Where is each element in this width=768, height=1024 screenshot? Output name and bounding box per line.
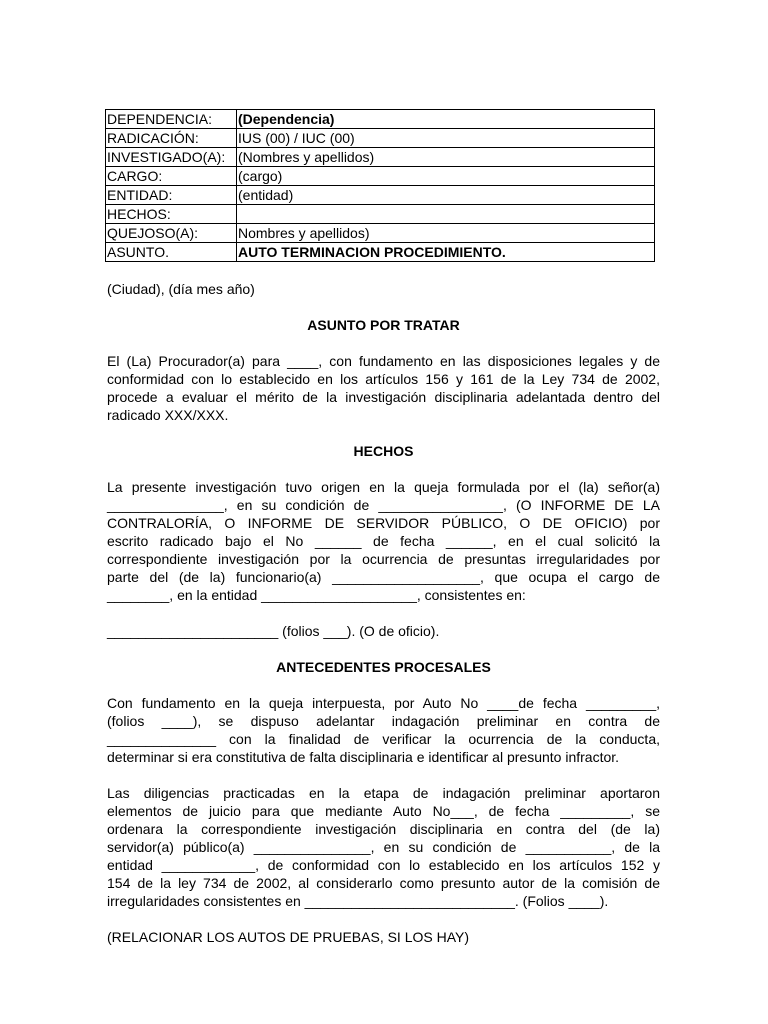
row-value-entidad: (entidad) bbox=[237, 186, 655, 205]
row-value-investigado: (Nombres y apellidos) bbox=[237, 148, 655, 167]
folios-line: ______________________ (folios ___). (O de oficio). bbox=[107, 623, 440, 639]
text-line: servidor(a) público(a) _______________, en su condición de ___________, de la bbox=[107, 839, 660, 855]
note-relacionar-autos: (RELACIONAR LOS AUTOS DE PRUEBAS, SI LOS HAY) bbox=[107, 929, 470, 945]
heading-hechos: HECHOS bbox=[353, 443, 414, 459]
heading-asunto: ASUNTO POR TRATAR bbox=[307, 317, 460, 333]
text-line: parte del (de la) funcionario(a) ___________________, que ocupa el cargo de bbox=[107, 569, 660, 585]
text-line: elementos de juicio para que mediante Auto No___, de fecha _________, se bbox=[107, 803, 660, 819]
row-label-asunto: ASUNTO. bbox=[106, 243, 237, 262]
table-row bbox=[106, 186, 655, 205]
row-value-asunto: AUTO TERMINACION PROCEDIMIENTO. bbox=[237, 243, 655, 262]
text-line: Con fundamento en la queja interpuesta, por Auto No ____de fecha _________, bbox=[107, 695, 660, 711]
text-line: conformidad con lo establecido en los artículos 156 y 161 de la Ley 734 de 2002, bbox=[107, 371, 660, 387]
text-line: CONTRALORÍA, O INFORME DE SERVIDOR PÚBLICO, O DE OFICIO) por bbox=[107, 515, 660, 531]
paragraph-antecedentes-2 bbox=[107, 784, 660, 910]
row-value-cargo: (cargo) bbox=[237, 167, 655, 186]
text-line: _______________, en su condición de ________________, (O INFORME DE LA bbox=[107, 497, 660, 513]
document-body bbox=[107, 280, 660, 946]
text-line: entidad ____________, de conformidad con lo establecido en los artículos 152 y bbox=[107, 857, 660, 873]
table-row bbox=[106, 167, 655, 186]
table-row bbox=[106, 205, 655, 224]
date-line: (Ciudad), (día mes año) bbox=[107, 281, 255, 297]
text-line: procede a evaluar el mérito de la investigación disciplinaria adelantada dentro del bbox=[107, 389, 660, 405]
row-label-hechos: HECHOS: bbox=[106, 205, 237, 224]
table-row bbox=[106, 224, 655, 243]
row-label-investigado: INVESTIGADO(A): bbox=[106, 148, 237, 167]
text-line: (folios ____), se dispuso adelantar indagación preliminar en contra de bbox=[107, 713, 660, 729]
table-row bbox=[106, 148, 655, 167]
table-row bbox=[106, 129, 655, 148]
text-line: correspondiente investigación por la ocurrencia de presuntas irregularidades por bbox=[107, 551, 660, 567]
text-line: ordenara la correspondiente investigación disciplinaria en contra del (de la) bbox=[107, 821, 660, 837]
row-label-entidad: ENTIDAD: bbox=[106, 186, 237, 205]
row-value-hechos bbox=[237, 205, 655, 224]
text-line: radicado XXX/XXX. bbox=[107, 407, 229, 423]
heading-antecedentes: ANTECEDENTES PROCESALES bbox=[276, 659, 491, 675]
text-line: escrito radicado bajo el No ______ de fecha ______, en el cual solicitó la bbox=[107, 533, 660, 549]
table-row bbox=[106, 110, 655, 129]
paragraph-hechos bbox=[107, 478, 660, 604]
row-label-quejoso: QUEJOSO(A): bbox=[106, 224, 237, 243]
row-label-radicacion: RADICACIÓN: bbox=[106, 129, 237, 148]
row-label-dependencia: DEPENDENCIA: bbox=[106, 110, 237, 129]
text-line: El (La) Procurador(a) para ____, con fundamento en las disposiciones legales y de bbox=[107, 353, 660, 369]
text-line: La presente investigación tuvo origen en la queja formulada por el (la) señor(a) bbox=[107, 479, 660, 495]
row-value-dependencia: (Dependencia) bbox=[237, 110, 655, 129]
header-table bbox=[105, 109, 655, 262]
table-row bbox=[106, 243, 655, 262]
text-line: Las diligencias practicadas en la etapa de indagación preliminar aportaron bbox=[107, 785, 660, 801]
text-line: ________, en la entidad ____________________, consistentes en: bbox=[107, 587, 526, 603]
row-value-quejoso: Nombres y apellidos) bbox=[237, 224, 655, 243]
text-line: ______________ con la finalidad de verificar la ocurrencia de la conducta, bbox=[107, 731, 660, 747]
paragraph-antecedentes-1 bbox=[107, 694, 660, 766]
text-line: determinar si era constitutiva de falta disciplinaria e identificar al presunto infractor. bbox=[107, 749, 620, 765]
text-line: 154 de la ley 734 de 2002, al considerarlo como presunto autor de la comisión de bbox=[107, 875, 660, 891]
paragraph-asunto bbox=[107, 352, 660, 424]
row-value-radicacion: IUS (00) / IUC (00) bbox=[237, 129, 655, 148]
row-label-cargo: CARGO: bbox=[106, 167, 237, 186]
text-line: irregularidades consistentes en ___________________________. (Folios ____). bbox=[107, 893, 609, 909]
